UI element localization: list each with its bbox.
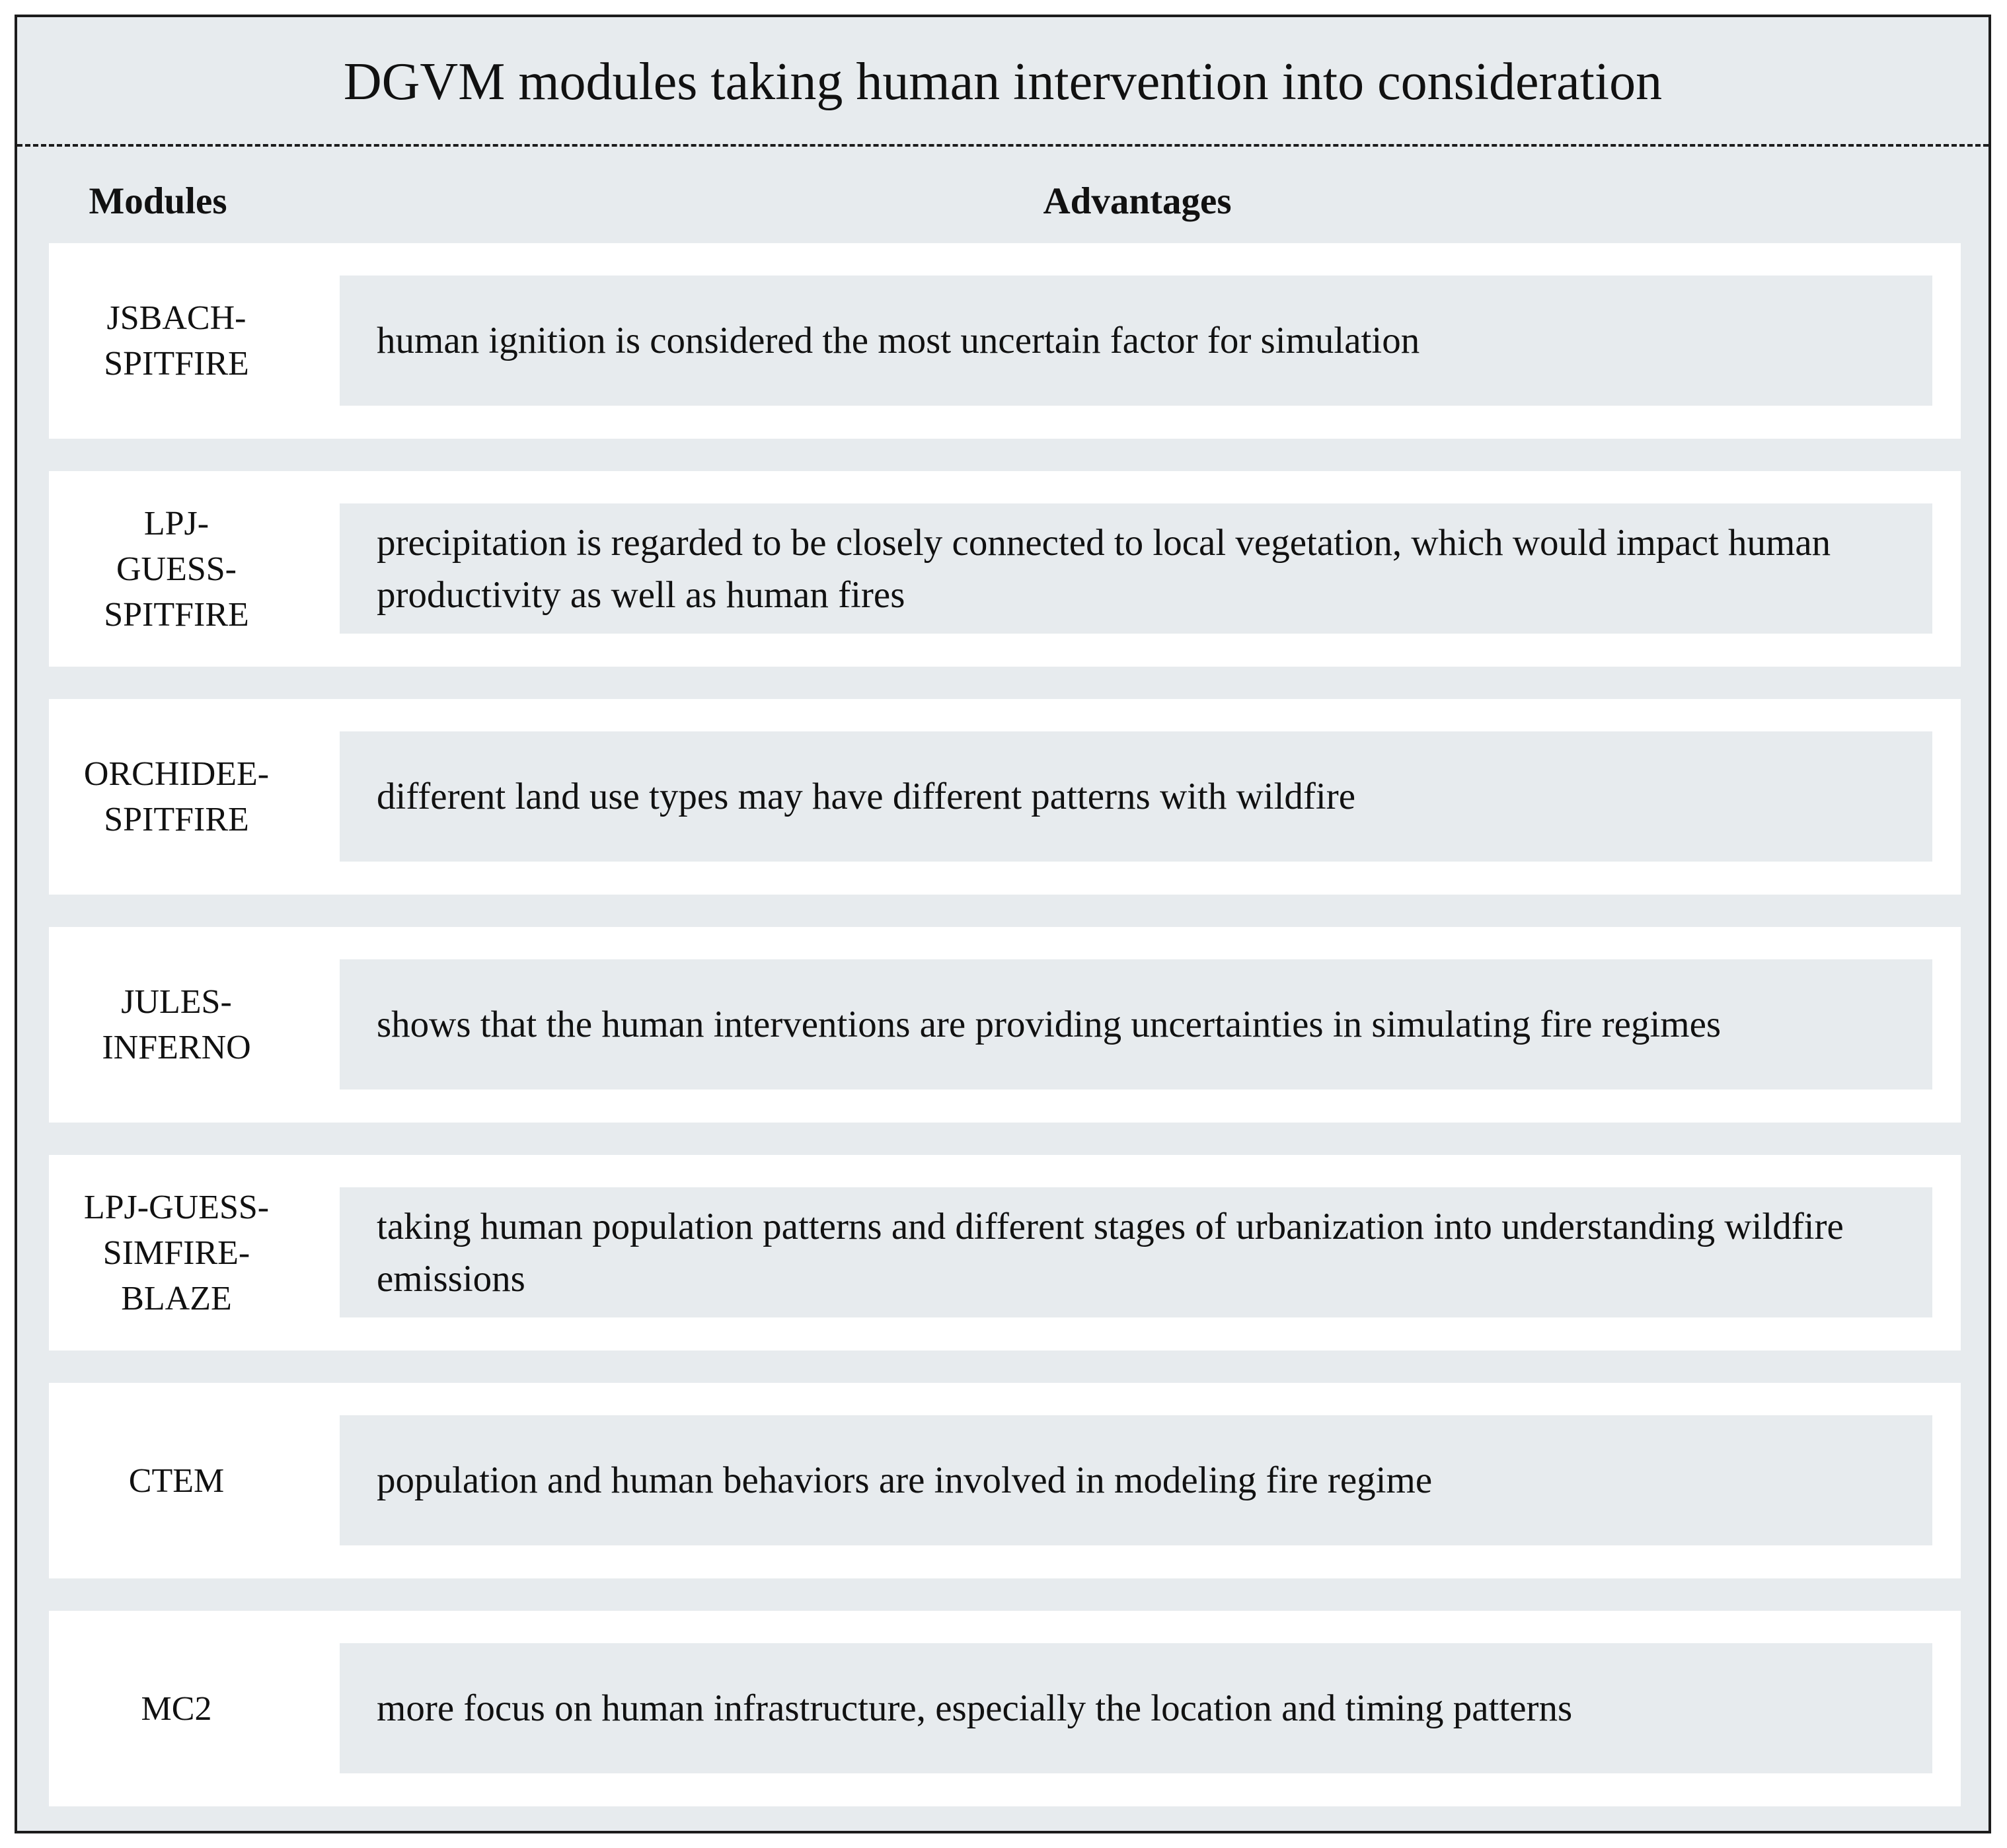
- module-name-line: GUESS-: [116, 550, 237, 588]
- module-name: [54, 1383, 299, 1578]
- module-row-jules-inferno: [49, 927, 1961, 1123]
- module-name-line: INFERNO: [102, 1029, 251, 1066]
- module-row-ctem: [49, 1383, 1961, 1578]
- module-name-line: SIMFIRE-: [102, 1234, 250, 1272]
- advantages-column-header: Advantages: [1043, 180, 1232, 222]
- module-name: [54, 471, 299, 667]
- module-row-lpj-guess-simfire-blaze: [49, 1155, 1961, 1350]
- module-name-line: CTEM: [128, 1461, 225, 1500]
- module-name-line: BLAZE: [121, 1279, 232, 1317]
- module-name-line: SPITFIRE: [104, 595, 249, 634]
- advantage-text: different land use types may have different patterns with wildfire: [340, 731, 1932, 862]
- advantage-text: precipitation is regarded to be closely connected to local vegetation, which would impact human productivity as well as human fires: [340, 503, 1932, 634]
- module-name-line: JULES-: [121, 983, 232, 1021]
- module-name-line: SPITFIRE: [104, 345, 249, 383]
- module-name-line: SPITFIRE: [104, 801, 249, 838]
- module-name-line: LPJ-GUESS-: [83, 1188, 270, 1226]
- module-name: [54, 1155, 299, 1350]
- advantage-text: shows that the human interventions are providing uncertainties in simulating fire regimes: [340, 959, 1932, 1090]
- module-row-lpj-guess-spitfire: [49, 471, 1961, 667]
- title-area: [17, 17, 1988, 147]
- module-name: [54, 243, 299, 439]
- module-rows: [49, 243, 1961, 1839]
- module-row-mc2: [49, 1611, 1961, 1806]
- module-name-line: LPJ-: [143, 504, 209, 542]
- module-name: [54, 1611, 299, 1806]
- advantage-text: population and human behaviors are involved in modeling fire regime: [340, 1415, 1932, 1545]
- advantage-text: human ignition is considered the most uncertain factor for simulation: [340, 276, 1932, 406]
- module-name-line: MC2: [141, 1689, 212, 1728]
- advantage-text: more focus on human infrastructure, especially the location and timing patterns: [340, 1643, 1932, 1773]
- module-name: [54, 699, 299, 895]
- modules-column-header: Modules: [89, 180, 227, 222]
- module-name-line: JSBACH-: [106, 299, 246, 337]
- module-row-orchidee-spitfire: [49, 699, 1961, 895]
- diagram-frame: [15, 15, 1991, 1833]
- diagram-title: DGVM modules taking human intervention into consideration: [343, 53, 1663, 111]
- dashed-divider: [17, 144, 1988, 147]
- module-name: [54, 927, 299, 1123]
- module-name-line: ORCHIDEE-: [83, 755, 270, 793]
- module-row-jsbach-spitfire: [49, 243, 1961, 439]
- advantage-text: taking human population patterns and different stages of urbanization into understanding wildfire emissions: [340, 1187, 1932, 1317]
